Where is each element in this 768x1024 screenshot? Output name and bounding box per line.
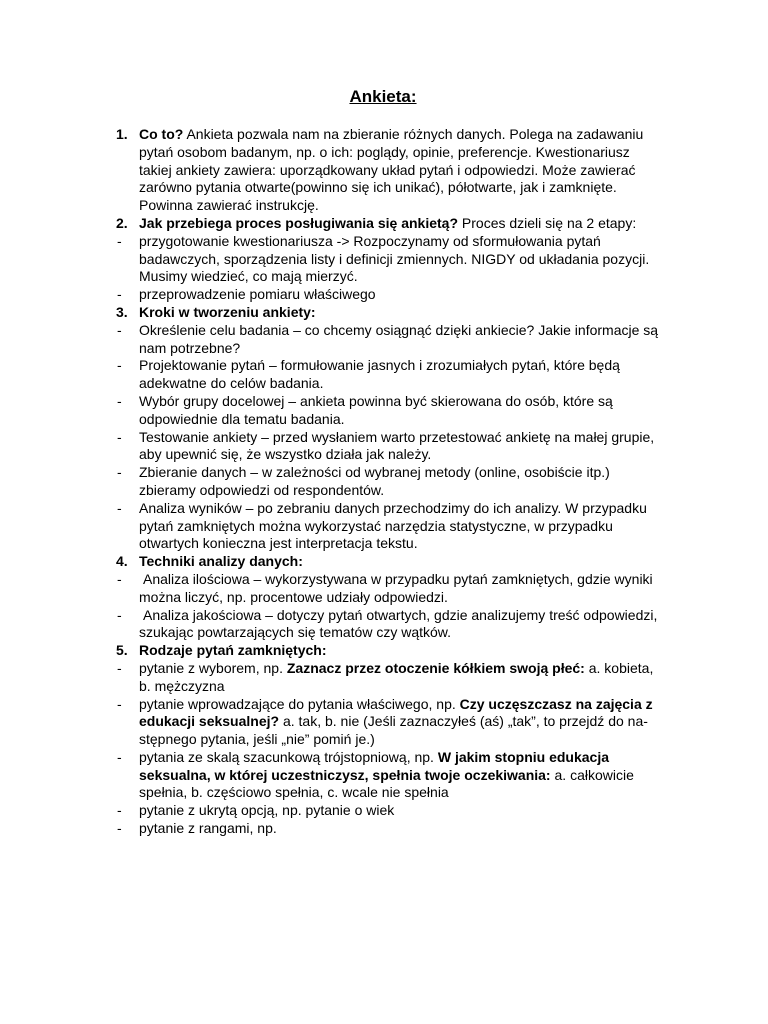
text-run: pytanie z wyborem, np. xyxy=(139,659,287,676)
bullet-item xyxy=(0,571,768,607)
item-text xyxy=(139,126,664,215)
text-run: przygotowanie kwestionariusza -> Rozpoczynamy od sformułowania pytań badawczych, sporządzenia listy i definicji zmiennych. NIGDY od układania pozycji. Musimy wiedzieć, co mają mierzyć. xyxy=(139,232,650,285)
document-body xyxy=(0,126,768,838)
bullet-dash: - xyxy=(117,357,122,374)
bold-text-run: Techniki analizy danych: xyxy=(139,553,303,570)
item-text xyxy=(139,357,664,393)
bullet-dash: - xyxy=(117,499,122,516)
bullet-item xyxy=(0,429,768,465)
text-run: Wybór grupy docelowej – ankieta powinna być skierowana do osób, które są odpowiednie dla tematu badania. xyxy=(139,392,613,427)
numbered-item xyxy=(0,215,768,233)
item-text xyxy=(139,233,664,286)
numbered-item xyxy=(0,304,768,322)
item-text xyxy=(139,571,664,607)
text-run: a. tak, b. nie (Jeśli zaznaczyłeś (aś) „tak”, to przejdź do na-stępnego pytania, jeśli „nie” pomiń je.) xyxy=(139,713,648,748)
item-number: 4. xyxy=(116,553,128,570)
item-text xyxy=(139,215,664,233)
bold-text-run: W jakim stopniu edukacja seksualna, w której uczestniczysz, spełnia twoje oczekiwania: xyxy=(139,748,609,783)
bullet-item xyxy=(0,802,768,820)
text-run: Zbieranie danych – w zależności od wybranej metody (online, osobiście itp.) zbieramy odpowiedzi od respondentów. xyxy=(139,464,610,498)
text-run: Analiza jakościowa – dotyczy pytań otwartych, gdzie analizujemy treść odpowiedzi, szukając powtarzających się tematów czy wątków. xyxy=(139,606,658,641)
document-title: Ankieta: xyxy=(349,87,417,106)
bullet-item xyxy=(0,464,768,500)
bullet-dash: - xyxy=(117,802,122,819)
bullet-dash: - xyxy=(117,820,122,837)
item-text xyxy=(139,660,664,696)
numbered-item xyxy=(0,642,768,660)
text-run: pytanie wprowadzające do pytania właściwego, np. xyxy=(139,695,460,712)
bullet-dash: - xyxy=(117,286,122,303)
bullet-item xyxy=(0,357,768,393)
bullet-dash: - xyxy=(117,321,122,338)
numbered-item xyxy=(0,126,768,215)
item-text xyxy=(139,642,664,660)
text-run: Analiza ilościowa – wykorzystywana w przypadku pytań zamkniętych, gdzie wyniki można liczyć, np. procentowe udziały odpowiedzi. xyxy=(139,570,653,605)
item-number: 3. xyxy=(116,303,128,320)
text-run: Testowanie ankiety – przed wysłaniem warto przetestować ankietę na małej grupie, aby upewnić się, że wszystko działa jak należy. xyxy=(139,428,655,463)
item-text xyxy=(139,607,664,643)
item-text xyxy=(139,802,664,820)
bullet-item xyxy=(0,660,768,696)
bold-text-run: Czy uczęszczasz na zajęcia z edukacji seksualnej? xyxy=(139,695,653,730)
bullet-item xyxy=(0,607,768,643)
bold-text-run: Jak przebiega proces posługiwania się ankietą? xyxy=(139,214,459,231)
bullet-item xyxy=(0,233,768,286)
item-text xyxy=(139,820,664,838)
bullet-dash: - xyxy=(117,748,122,765)
item-text xyxy=(139,500,664,553)
text-run: Ankieta pozwala nam na zbieranie różnych danych. Polega na zadawaniu pytań osobom badanym, np. o ich: poglądy, opinie, preferencje. Kwestionariusz takiej ankiety zawiera: uporządkowany układ pytań i odpowiedzi. Może zawierać zarówno pytania otwarte(powinno się ich unikać), półotwarte, jak i zamknięte. Powinna zawierać instrukcję. xyxy=(139,126,644,214)
item-number: 2. xyxy=(116,214,128,231)
item-text xyxy=(139,553,664,571)
text-run: a. kobieta, b. mężczyzna xyxy=(139,659,654,694)
item-number: 1. xyxy=(116,126,128,142)
item-text xyxy=(139,393,664,429)
bullet-item xyxy=(0,500,768,553)
item-text xyxy=(139,304,664,322)
bold-text-run: Rodzaje pytań zamkniętych: xyxy=(139,642,327,659)
text-run: Proces dzieli się na 2 etapy: xyxy=(458,214,637,231)
item-number: 5. xyxy=(116,642,128,659)
bullet-dash: - xyxy=(117,232,122,249)
text-run: Analiza wyników – po zebraniu danych przechodzimy do ich analizy. W przypadku pytań zamkniętych można wykorzystać narzędzia statystyczne, w przypadku otwartych konieczna jest interpretacja tekstu. xyxy=(139,499,647,552)
bullet-dash: - xyxy=(117,659,122,676)
bullet-item xyxy=(0,696,768,749)
item-text xyxy=(139,749,664,802)
bold-text-run: Kroki w tworzeniu ankiety: xyxy=(139,303,316,320)
bullet-item xyxy=(0,749,768,802)
numbered-item xyxy=(0,553,768,571)
item-text xyxy=(139,322,664,358)
item-text xyxy=(139,286,664,304)
text-run: pytanie z ukrytą opcją, np. pytanie o wiek xyxy=(139,802,395,819)
bullet-item xyxy=(0,393,768,429)
bullet-item xyxy=(0,286,768,304)
item-text xyxy=(139,696,664,749)
bullet-dash: - xyxy=(117,570,122,587)
bullet-dash: - xyxy=(117,606,122,623)
bullet-item xyxy=(0,820,768,838)
bullet-dash: - xyxy=(117,392,122,409)
item-text xyxy=(139,429,664,465)
text-run: pytanie z rangami, np. xyxy=(139,820,277,837)
text-run: pytania ze skalą szacunkową trójstopniową, np. xyxy=(139,748,438,765)
bullet-item xyxy=(0,322,768,358)
text-run: przeprowadzenie pomiaru właściwego xyxy=(139,286,376,303)
bullet-dash: - xyxy=(117,695,122,712)
text-run: Projektowanie pytań – formułowanie jasnych i zrozumiałych pytań, które będą adekwatne do celów badania. xyxy=(139,357,620,392)
bold-text-run: Zaznacz przez otoczenie kółkiem swoją płeć: xyxy=(286,659,585,676)
bullet-dash: - xyxy=(117,464,122,481)
bold-text-run: Co to? xyxy=(139,126,184,142)
text-run: a. całkowicie spełnia, b. częściowo spełnia, c. wcale nie spełnia xyxy=(139,766,634,801)
text-run: Określenie celu badania – co chcemy osiągnąć dzięki ankiecie? Jakie informacje są nam potrzebne? xyxy=(139,321,659,356)
bullet-dash: - xyxy=(117,428,122,445)
item-text xyxy=(139,464,664,500)
